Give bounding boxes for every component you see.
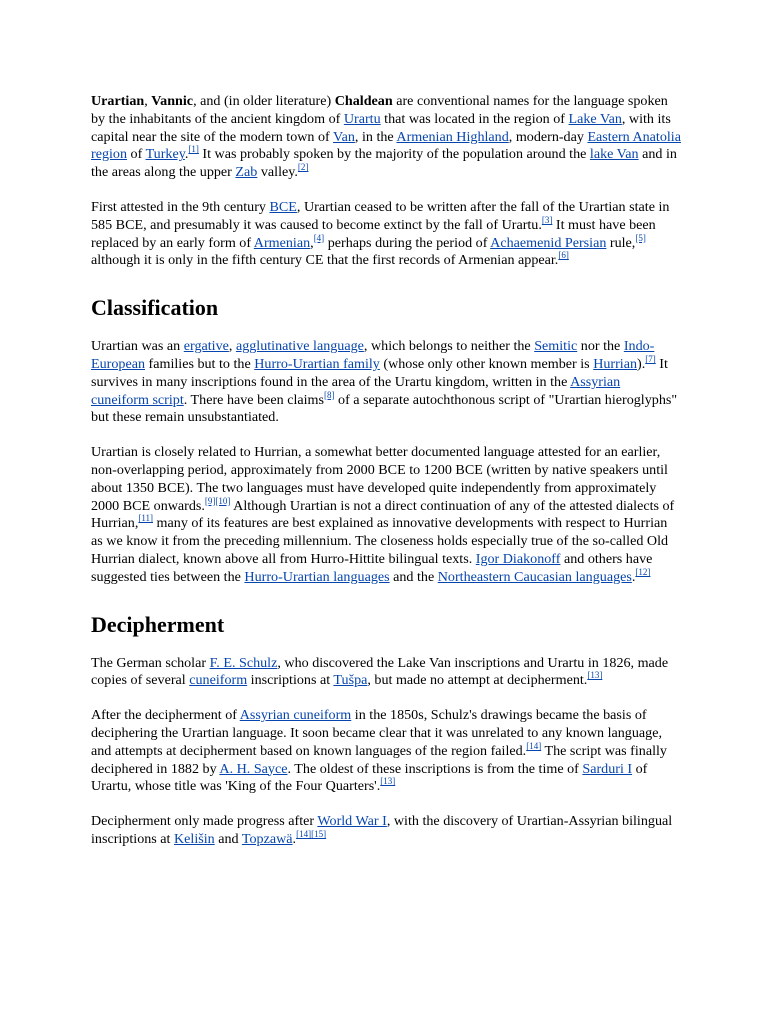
citation-15[interactable]: [15] xyxy=(311,828,327,839)
link-topzawa[interactable]: Topzawä xyxy=(241,830,293,847)
citation-1[interactable]: [1] xyxy=(188,144,199,155)
link-armenian-highland[interactable]: Armenian Highland xyxy=(396,128,509,145)
decipherment-paragraph-2: After the decipherment of Assyrian cuneiform in the 1850s, Schulz's drawings became the basis of deciphering the Urartian language. It soon became clear that it was unrelated to any known language, and attempts at decipherment based on known languages of the region failed.[14] The script was finally deciphered in 1882 by A. H. Sayce. The oldest of these inscriptions is from the time of Sarduri I of Urartu, whose title was 'King of the Four Quarters'.[13] xyxy=(91,707,667,795)
link-hurro-urartian-languages[interactable]: Hurro-Urartian languages xyxy=(244,568,390,585)
link-agglutinative-language[interactable]: agglutinative language xyxy=(235,338,364,355)
citation-5[interactable]: [5] xyxy=(635,232,646,243)
link-igor-diakonoff[interactable]: Igor Diakonoff xyxy=(475,550,561,567)
link-hurro-urartian-family[interactable]: Hurro-Urartian family xyxy=(254,355,380,372)
classification-paragraph-2: Urartian is closely related to Hurrian, a somewhat better documented language attested for an earlier, non-overlapping period, approximately from 2000 BCE to 1200 BCE (written by native speakers until about 1350 BCE). The two languages must have developed quite independently from approximately 2000 BCE onwards.[9][10] Although Urartian is not a direct continuation of any of the attested dialects of Hurrian,[11] many of its features are best explained as innovative developments with respect to Hurrian as we know it from the preceding millennium. The closeness holds especially true of the so-called Old Hurrian dialect, known above all from Hurro-Hittite bilingual texts. Igor Diakonoff and others have suggested ties between the Hurro-Urartian languages and the Northeastern Caucasian languages.[12] xyxy=(91,444,675,585)
link-world-war-i[interactable]: World War I xyxy=(317,813,387,830)
citation-14[interactable]: [14] xyxy=(526,740,542,751)
citation-4[interactable]: [4] xyxy=(313,232,325,243)
link-bce[interactable]: BCE xyxy=(269,198,297,215)
decipherment-paragraph-3: Decipherment only made progress after World War I, with the discovery of Urartian-Assyrian bilingual inscriptions at Kelišin and Topzawä.[14][15] xyxy=(91,813,673,847)
intro-paragraph-2: First attested in the 9th century BCE, Urartian ceased to be written after the fall of the Urartian state in 585 BCE, and presumably it was caused to become extinct by the fall of Urartu.[3] It must have been replaced by an early form of Armenian,[4] perhaps during the period of Achaemenid Persian rule,[5] although it is only in the fifth century CE that the first records of Armenian appear.[6] xyxy=(91,198,670,269)
link-achaemenid-persian[interactable]: Achaemenid Persian xyxy=(490,234,607,251)
citation-2[interactable]: [2] xyxy=(297,162,309,173)
link-lake-van-2[interactable]: lake Van xyxy=(589,146,639,163)
link-northeastern-caucasian-languages[interactable]: Northeastern Caucasian languages xyxy=(437,568,632,585)
citation-12[interactable]: [12] xyxy=(635,566,651,577)
link-armenian[interactable]: Armenian xyxy=(253,234,311,251)
link-semitic[interactable]: Semitic xyxy=(534,338,578,355)
link-eastern-anatolia-region[interactable]: Eastern Anatolia region xyxy=(91,128,681,163)
citation-14-b[interactable]: [14] xyxy=(296,828,312,839)
decipherment-paragraph-1: The German scholar F. E. Schulz, who discovered the Lake Van inscriptions and Urartu in 1826, made copies of several cuneiform inscriptions at Tušpa, but made no attempt at decipherment.[13] xyxy=(91,654,669,689)
link-zab[interactable]: Zab xyxy=(235,164,258,181)
link-hurrian[interactable]: Hurrian xyxy=(593,355,638,372)
link-indo-european[interactable]: Indo-European xyxy=(91,338,655,372)
citation-13[interactable]: [13] xyxy=(587,670,603,681)
link-assyrian-cuneiform[interactable]: Assyrian cuneiform xyxy=(239,707,352,724)
link-cuneiform[interactable]: cuneiform xyxy=(189,672,248,689)
heading-classification: Classification xyxy=(91,295,219,321)
heading-decipherment: Decipherment xyxy=(91,611,225,637)
citation-13-b[interactable]: [13] xyxy=(380,776,396,787)
link-van[interactable]: Van xyxy=(333,128,355,145)
citation-8[interactable]: [8] xyxy=(324,389,335,400)
link-cuneiform-script[interactable]: cuneiform script xyxy=(91,391,184,408)
link-assyrian[interactable]: Assyrian xyxy=(570,373,621,390)
term-chaldean: Chaldean xyxy=(334,93,393,109)
term-urartian: Urartian xyxy=(91,93,145,109)
intro-paragraph-1: Urartian, Vannic, and (in older literature) Chaldean are conventional names for the language spoken by the inhabitants of the ancient kingdom of Urartu that was located in the region of Lake Van, with its capital near the site of the modern town of Van, in the Armenian Highland, modern-day Eastern Anatolia region of Turkey.[1] It was probably spoken by the majority of the population around the lake Van and in the areas along the upper Zab valley.[2] xyxy=(91,93,681,181)
link-urartu[interactable]: Urartu xyxy=(343,110,381,127)
citation-10[interactable]: [10] xyxy=(215,495,231,506)
term-vannic: Vannic xyxy=(151,93,194,109)
link-kelisin[interactable]: Kelišin xyxy=(174,830,215,847)
link-tuspa[interactable]: Tušpa xyxy=(333,672,368,689)
citation-9[interactable]: [9] xyxy=(204,495,216,506)
link-fe-schulz[interactable]: F. E. Schulz xyxy=(209,654,278,671)
citation-7[interactable]: [7] xyxy=(645,353,656,364)
link-turkey[interactable]: Turkey xyxy=(145,146,185,163)
citation-11[interactable]: [11] xyxy=(138,513,154,524)
citation-3[interactable]: [3] xyxy=(541,214,553,225)
link-ah-sayce[interactable]: A. H. Sayce xyxy=(219,760,288,777)
citation-6[interactable]: [6] xyxy=(558,250,569,261)
link-lake-van[interactable]: Lake Van xyxy=(568,110,622,127)
link-sarduri-i[interactable]: Sarduri I xyxy=(582,760,633,777)
classification-paragraph-1: Urartian was an ergative, agglutinative language, which belongs to neither the Semitic nor the Indo-European families but to the Hurro-Urartian family (whose only other known member is Hurrian).[7] It survives in many inscriptions found in the area of the Urartu kingdom, written in the Assyrian cuneiform script. There have been claims[8] of a separate autochthonous script of "Urartian hieroglyphs" but these remain unsubstantiated. xyxy=(91,338,678,426)
link-ergative[interactable]: ergative xyxy=(183,338,229,355)
